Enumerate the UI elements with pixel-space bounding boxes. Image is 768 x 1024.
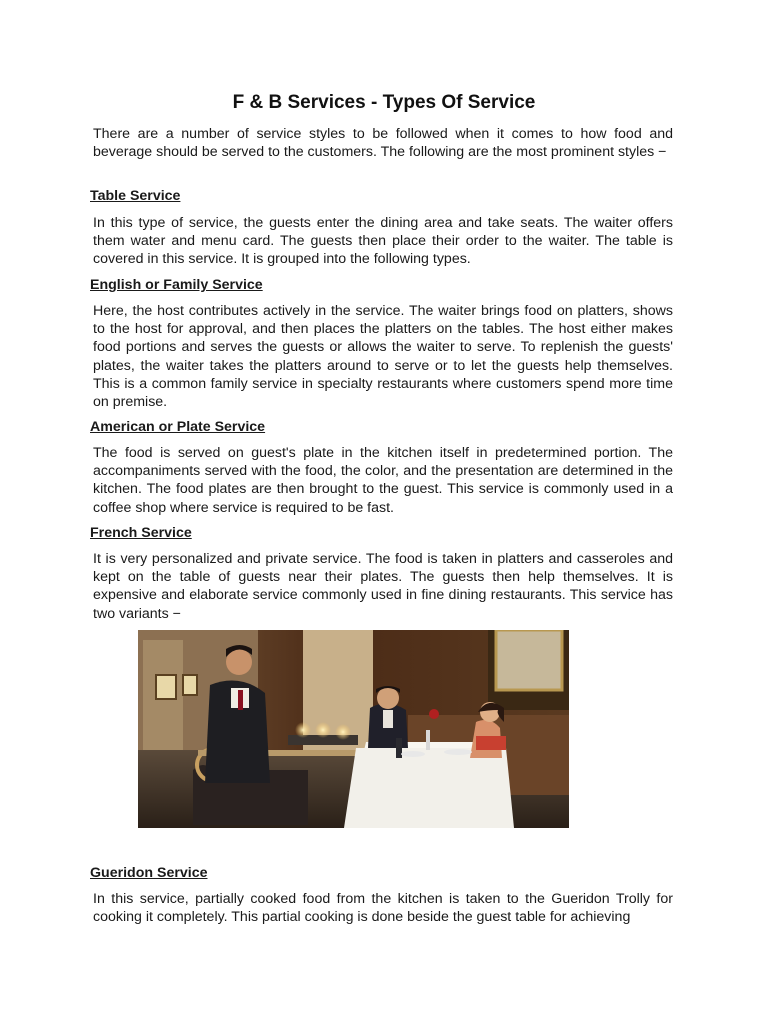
page-title: F & B Services - Types Of Service <box>232 92 536 113</box>
paragraph-american-plate-service: The food is served on guest's plate in the kitchen itself in predetermined portion. The accompaniments served with the food, the color, and the presentation are determined in the kitchen. The food plates are then brought to the guest. This service is commonly used in a coffee shop where service is required to be fast. <box>93 445 673 516</box>
heading-american-plate-service: American or Plate Service <box>90 419 266 435</box>
paragraph-gueridon-service: In this service, partially cooked food from the kitchen is taken to the Gueridon Trolly for cooking it completely. This partial cooking is done beside the guest table for achieving <box>93 891 673 926</box>
paragraph-french-service: It is very personalized and private service. The food is taken in platters and casseroles and kept on the table of guests near their plates. The guests then help themselves. It is expensive and elaborate service commonly used in fine dining restaurants. This service has two variants − <box>93 551 673 622</box>
heading-french-service: French Service <box>90 525 192 541</box>
heading-english-family-service: English or Family Service <box>90 277 263 293</box>
restaurant-service-photo <box>138 630 569 828</box>
intro-paragraph: There are a number of service styles to be followed when it comes to how food and beverage should be served to the customers. The following are the most prominent styles − <box>93 126 673 161</box>
heading-table-service: Table Service <box>90 188 181 204</box>
paragraph-table-service: In this type of service, the guests enter the dining area and take seats. The waiter offers them water and menu card. The guests then place their order to the waiter. The table is covered in this service. It is grouped into the following types. <box>93 215 673 268</box>
paragraph-english-family-service: Here, the host contributes actively in the service. The waiter brings food on platters, shows to the host for approval, and then places the platters on the tables. The host either makes food portions and serves the guests or allows the waiter to serve. To replenish the guests' plates, the waiter takes the platters around to serve or to let the guests help themselves. This is a common family service in specialty restaurants where customers spend more time on premise. <box>93 303 673 411</box>
heading-gueridon-service: Gueridon Service <box>90 865 208 881</box>
